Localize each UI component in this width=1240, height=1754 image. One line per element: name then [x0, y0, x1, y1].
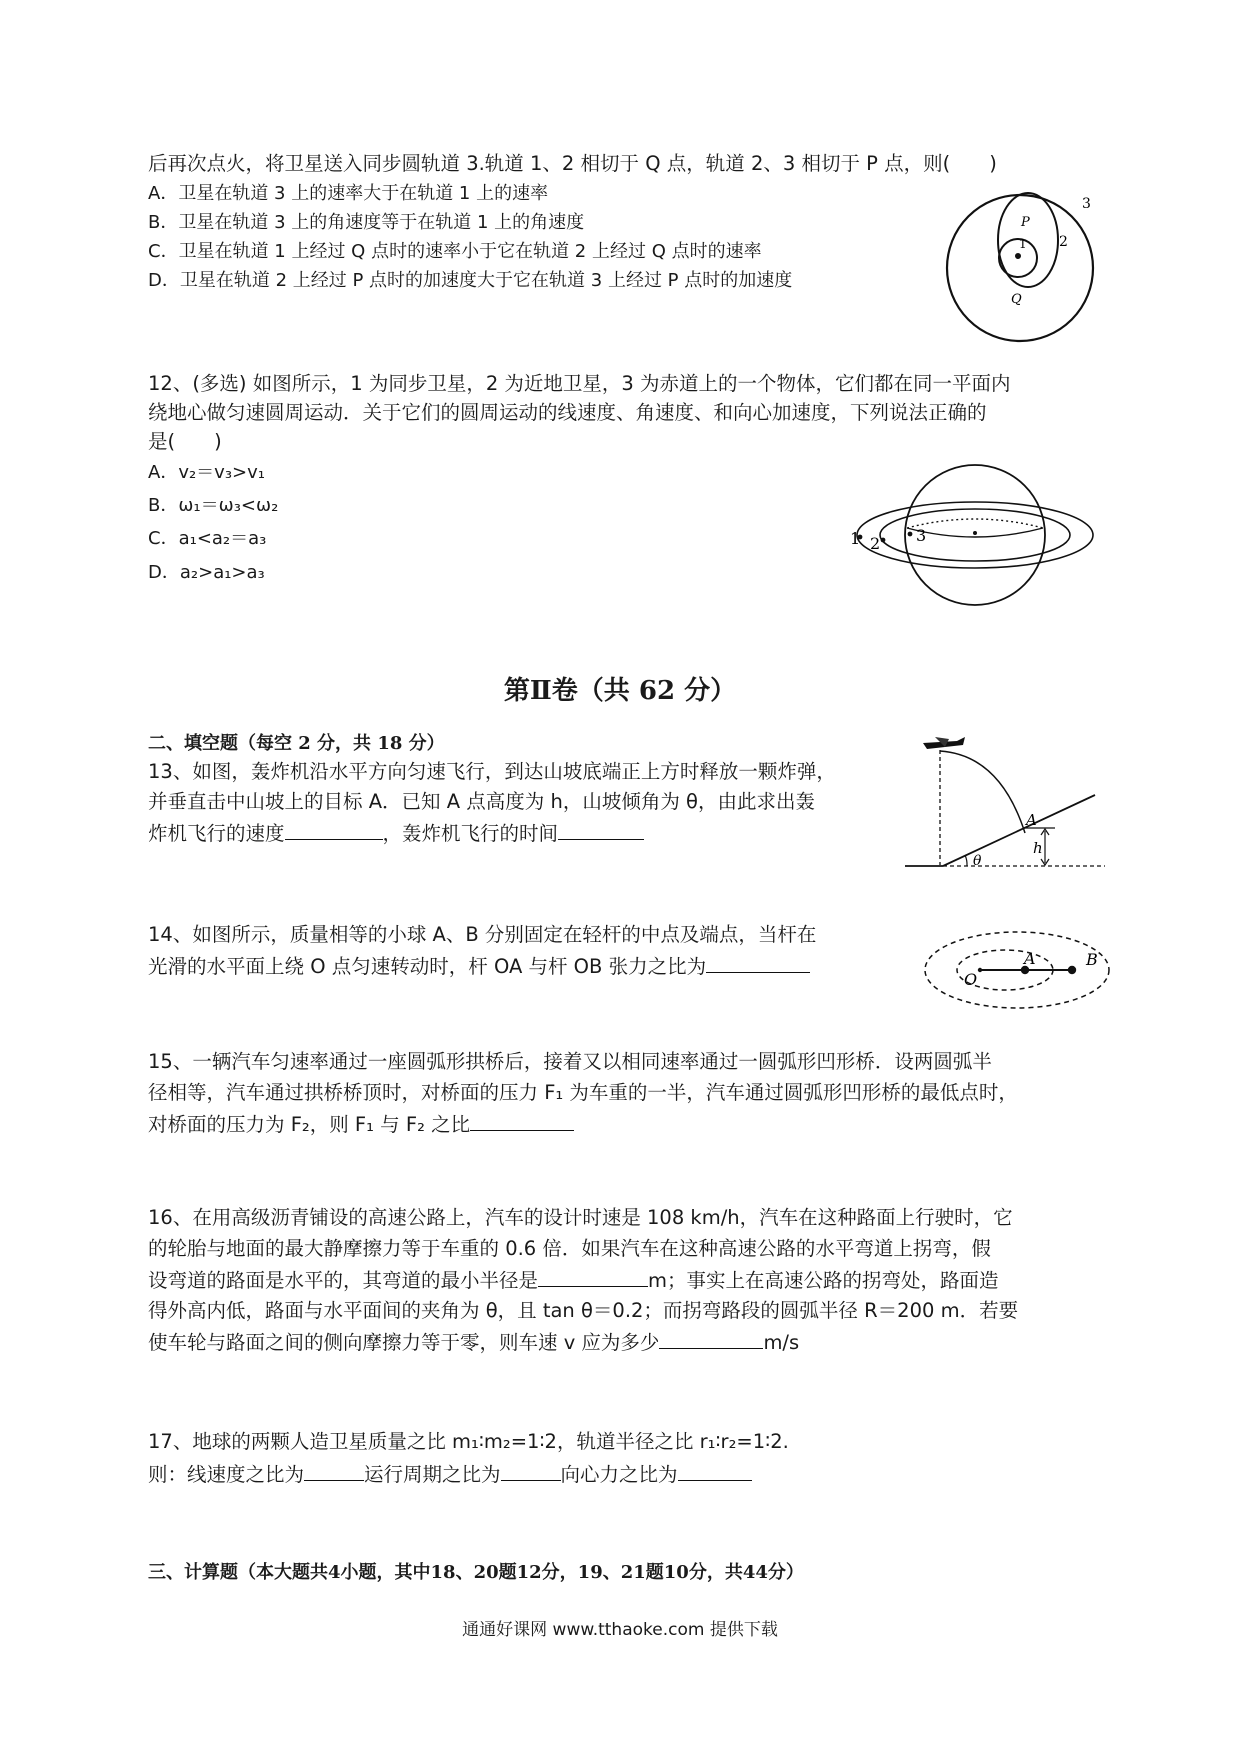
q17-velocity-ratio-blank[interactable] — [304, 1460, 364, 1481]
q14-rod-figure — [920, 925, 1115, 1015]
q12-earth-figure — [850, 460, 1100, 610]
q17-line-2 — [148, 1460, 752, 1489]
part2-title: 第Ⅱ卷（共 62 分） — [503, 676, 737, 706]
q11-label-p: P — [1021, 215, 1030, 230]
q15-line-2: 径相等，汽车通过拱桥桥顶时，对桥面的压力 F₁ 为车重的一半，汽车通过圆弧形凹形桥的最低点时， — [148, 1081, 1018, 1104]
calculation-section-heading: 三、计算题（本大题共4小题，其中18、20题12分，19、21题10分，共44分） — [148, 1562, 804, 1583]
q13-speed-blank[interactable] — [285, 819, 383, 840]
q13-label-a: A — [1026, 811, 1037, 829]
q16-line-2: 的轮胎与地面的最大静摩擦力等于车重的 0.6 倍．如果汽车在这种高速公路的水平弯道上拐弯，假 — [148, 1237, 991, 1260]
q16-text-a: 设弯道的路面是水平的，其弯道的最小半径是 — [148, 1269, 539, 1292]
q11-label-1: 1 — [1019, 237, 1027, 251]
q12-line-1: 12、(多选) 如图所示，1 为同步卫星，2 为近地卫星，3 为赤道上的一个物体，它们都在同一平面内 — [148, 372, 1011, 395]
q13-line-3 — [148, 819, 644, 848]
q17-force-ratio-blank[interactable] — [678, 1460, 752, 1481]
q13-label-h: h — [1033, 839, 1043, 857]
q14-label-a: A — [1024, 949, 1036, 968]
q13-text-a: 炸机飞行的速度 — [148, 822, 285, 845]
q17-text-b: 运行周期之比为 — [364, 1463, 501, 1486]
q13-bomber-figure — [905, 725, 1110, 875]
q13-line-2: 并垂直击中山坡上的目标 A．已知 A 点高度为 h，山坡倾角为 θ，由此求出轰 — [148, 790, 815, 813]
q16-radius-blank[interactable] — [538, 1266, 648, 1287]
q11-option-b: B．卫星在轨道 3 上的角速度等于在轨道 1 上的角速度 — [148, 212, 585, 233]
q11-label-2: 2 — [1059, 234, 1068, 250]
q15-line-3 — [148, 1110, 574, 1139]
q11-intro: 后再次点火，将卫星送入同步圆轨道 3.轨道 1、2 相切于 Q 点，轨道 2、3 相切于 P 点，则( ) — [148, 152, 997, 175]
q12-line-2: 绕地心做匀速圆周运动．关于它们的圆周运动的线速度、角速度、和向心加速度，下列说法正确的 — [148, 401, 987, 424]
q16-line-5 — [148, 1328, 799, 1357]
q11-label-3: 3 — [1082, 196, 1091, 212]
q12-option-c: C．a₁<a₂＝a₃ — [148, 528, 267, 549]
q17-period-ratio-blank[interactable] — [501, 1460, 561, 1481]
q15-text: 对桥面的压力为 F₂，则 F₁ 与 F₂ 之比 — [148, 1113, 471, 1136]
q12-option-d: D．a₂>a₁>a₃ — [148, 562, 265, 583]
q12-option-b: B．ω₁＝ω₃<ω₂ — [148, 495, 279, 516]
q17-text-a: 则：线速度之比为 — [148, 1463, 305, 1486]
q12-line-3: 是( ) — [148, 430, 222, 453]
q11-option-c: C．卫星在轨道 1 上经过 Q 点时的速率小于它在轨道 2 上经过 Q 点时的速率 — [148, 241, 762, 262]
q16-line-3 — [148, 1266, 999, 1295]
q11-option-a: A．卫星在轨道 3 上的速率大于在轨道 1 上的速率 — [148, 183, 549, 204]
q13-label-theta: θ — [973, 853, 982, 869]
q14-label-o: O — [964, 970, 978, 989]
q17-text-c: 向心力之比为 — [560, 1463, 678, 1486]
fill-in-section-heading: 二、填空题（每空 2 分，共 18 分） — [148, 733, 445, 754]
q17-line-1: 17、地球的两颗人造卫星质量之比 m₁∶m₂=1∶2，轨道半径之比 r₁∶r₂=1∶2. — [148, 1430, 789, 1453]
q16-speed-blank[interactable] — [659, 1328, 763, 1349]
q16-text-c: 使车轮与路面之间的侧向摩擦力等于零，则车速 v 应为多少 — [148, 1331, 660, 1354]
q12-label-1: 1 — [850, 529, 861, 548]
q15-line-1: 15、一辆汽车匀速率通过一座圆弧形拱桥后，接着又以相同速率通过一圆弧形凹形桥．设两圆弧半 — [148, 1050, 992, 1073]
page-footer: 通通好课网 www.tthaoke.com 提供下载 — [462, 1620, 778, 1640]
q14-text: 光滑的水平面上绕 O 点匀速转动时，杆 OA 与杆 OB 张力之比为 — [148, 955, 707, 978]
q14-line-1: 14、如图所示，质量相等的小球 A、B 分别固定在轻杆的中点及端点，当杆在 — [148, 923, 817, 946]
q15-force-ratio-blank[interactable] — [470, 1110, 574, 1131]
q16-text-b: m；事实上在高速公路的拐弯处，路面造 — [648, 1269, 999, 1292]
q14-line-2 — [148, 952, 810, 981]
q12-option-a: A．v₂＝v₃>v₁ — [148, 462, 265, 483]
q12-label-3: 3 — [916, 526, 927, 545]
q13-time-blank[interactable] — [558, 819, 644, 840]
q11-orbit-figure — [940, 188, 1100, 348]
q12-label-2: 2 — [870, 534, 881, 553]
q16-line-1: 16、在用高级沥青铺设的高速公路上，汽车的设计时速是 108 km/h，汽车在这种路面上行驶时，它 — [148, 1206, 1013, 1229]
q16-line-4: 得外高内低，路面与水平面间的夹角为 θ，且 tan θ＝0.2；而拐弯路段的圆弧半径 R＝200 m．若要 — [148, 1299, 1019, 1322]
q13-text-b: ，轰炸机飞行的时间 — [382, 822, 559, 845]
q14-label-b: B — [1086, 950, 1098, 969]
q11-label-q: Q — [1011, 292, 1022, 307]
q14-tension-ratio-blank[interactable] — [706, 952, 810, 973]
q16-text-d: m/s — [763, 1331, 800, 1354]
q13-line-1: 13、如图，轰炸机沿水平方向匀速飞行，到达山坡底端正上方时释放一颗炸弹， — [148, 760, 836, 783]
q11-option-d: D．卫星在轨道 2 上经过 P 点时的加速度大于它在轨道 3 上经过 P 点时的加速度 — [148, 270, 793, 291]
